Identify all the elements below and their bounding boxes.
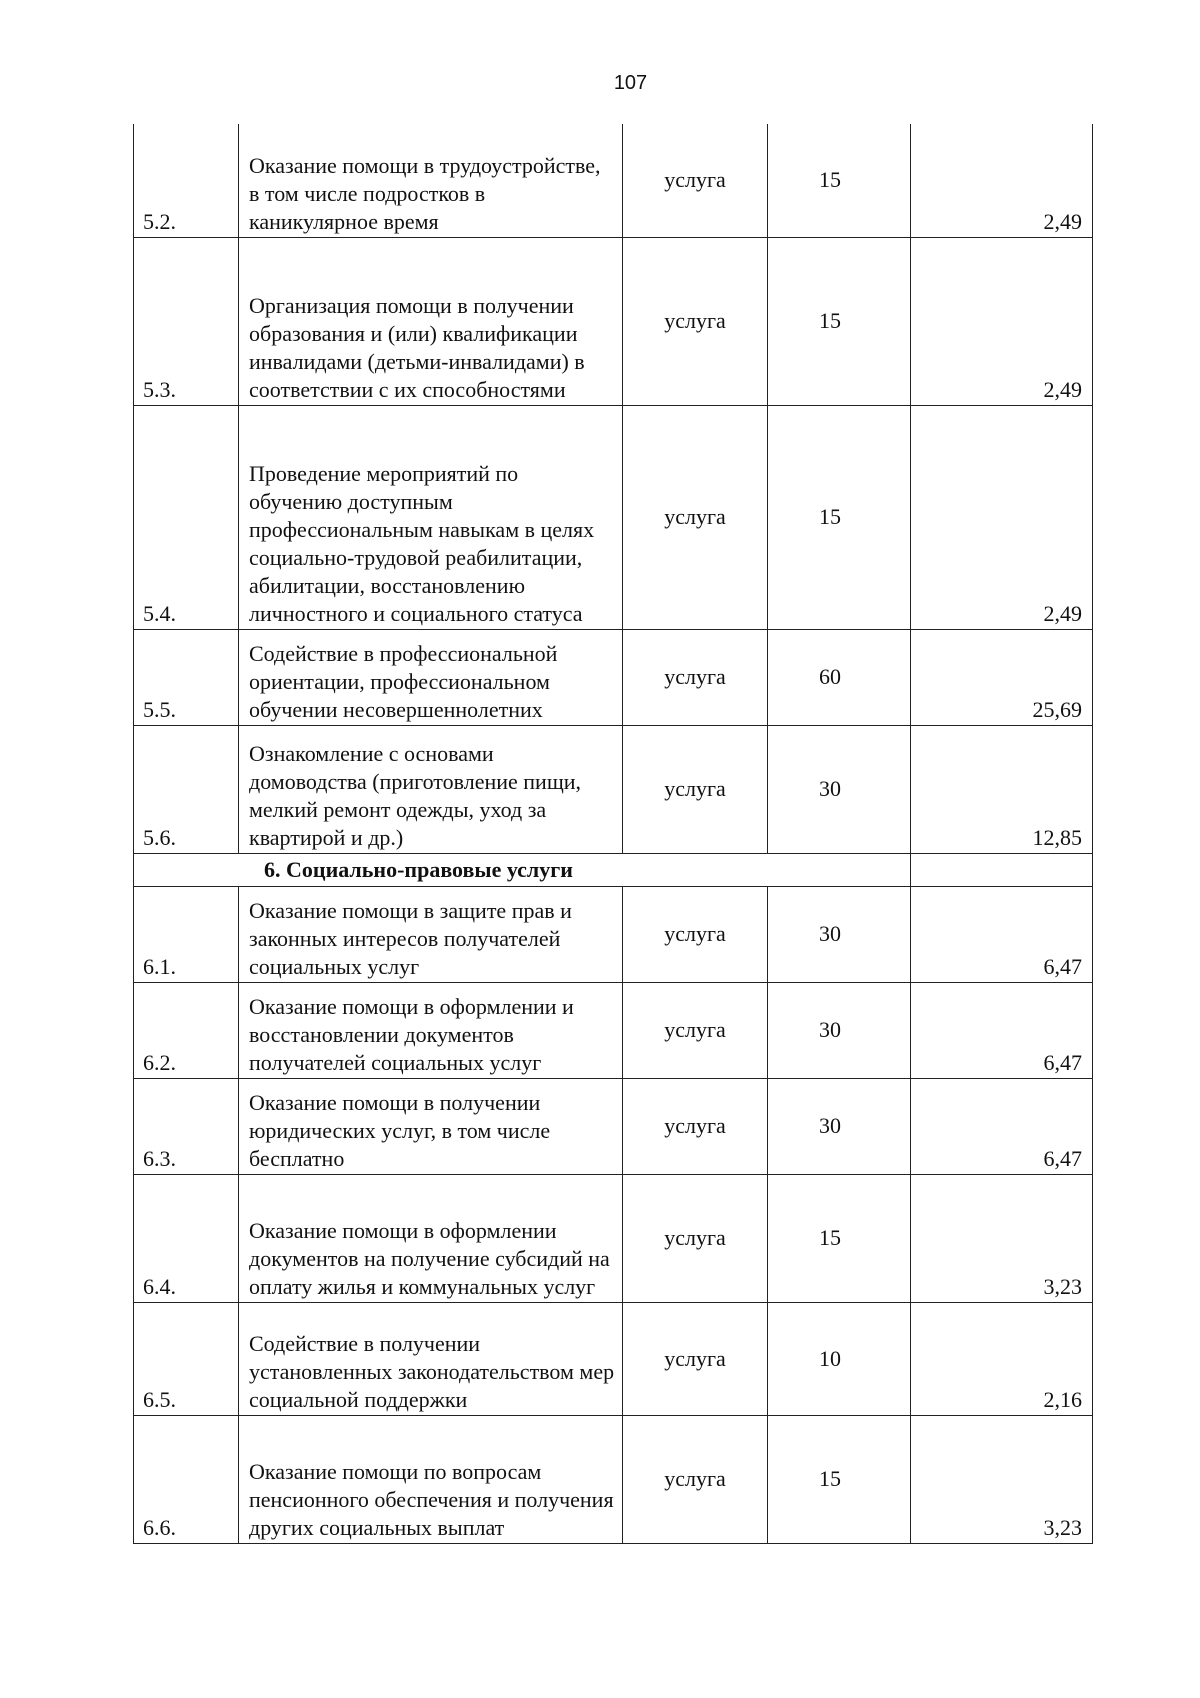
section-header-row <box>134 853 1093 886</box>
unit-cell: услуга <box>623 1415 768 1543</box>
price-cell: 6,47 <box>911 886 1093 982</box>
row-number: 6.3. <box>134 1078 239 1174</box>
unit-cell: услуга <box>623 237 768 405</box>
price-cell: 2,16 <box>911 1302 1093 1415</box>
quantity-value: 15 <box>819 1225 841 1250</box>
quantity-value: 10 <box>819 1345 841 1371</box>
table-row <box>134 124 1093 237</box>
price-cell: 2,49 <box>911 405 1093 629</box>
price-cell: 3,23 <box>911 1415 1093 1543</box>
table-row <box>134 1302 1093 1415</box>
quantity-value: 15 <box>819 308 841 333</box>
row-number: 5.2. <box>134 124 239 237</box>
quantity-value: 60 <box>819 664 841 689</box>
row-number: 6.4. <box>134 1174 239 1302</box>
row-number: 5.5. <box>134 629 239 725</box>
quantity-value: 30 <box>819 1113 841 1138</box>
quantity-value: 15 <box>819 167 841 193</box>
row-number: 6.2. <box>134 982 239 1078</box>
row-number: 5.4. <box>134 405 239 629</box>
quantity-value: 30 <box>819 1017 841 1042</box>
quantity-cell <box>768 982 911 1078</box>
table-row <box>134 629 1093 725</box>
quantity-cell <box>768 1415 911 1543</box>
quantity-cell <box>768 124 911 237</box>
price-cell: 25,69 <box>911 629 1093 725</box>
row-number: 6.6. <box>134 1415 239 1543</box>
table-row <box>134 1078 1093 1174</box>
price-cell: 6,47 <box>911 1078 1093 1174</box>
quantity-cell <box>768 237 911 405</box>
unit-cell: услуга <box>623 1302 768 1415</box>
table-row <box>134 237 1093 405</box>
unit-cell: услуга <box>623 1174 768 1302</box>
row-number: 6.1. <box>134 886 239 982</box>
unit-cell: услуга <box>623 629 768 725</box>
unit-cell: услуга <box>623 1078 768 1174</box>
unit-cell: услуга <box>623 982 768 1078</box>
price-cell: 3,23 <box>911 1174 1093 1302</box>
service-name: Оказание помощи в получении юридических услуг, в том числе бесплатно <box>239 1078 623 1174</box>
service-name: Организация помощи в получении образования и (или) квалификации инвалидами (детьми-инвалидами) в соответствии с их способностями <box>239 237 623 405</box>
quantity-value: 30 <box>819 921 841 946</box>
quantity-value: 30 <box>819 776 841 801</box>
row-number: 6.5. <box>134 1302 239 1415</box>
quantity-cell <box>768 1078 911 1174</box>
quantity-cell <box>768 405 911 629</box>
service-name: Оказание помощи по вопросам пенсионного обеспечения и получения других социальных выплат <box>239 1415 623 1543</box>
table-row <box>134 982 1093 1078</box>
page-number: 107 <box>613 72 648 94</box>
unit-cell: услуга <box>623 886 768 982</box>
price-cell: 2,49 <box>911 237 1093 405</box>
service-name: Оказание помощи в трудоустройстве, в том числе подростков в каникулярное время <box>239 124 623 237</box>
quantity-cell <box>768 629 911 725</box>
quantity-cell <box>768 886 911 982</box>
service-name: Содействие в профессиональной ориентации, профессиональном обучении несовершеннолетних <box>239 629 623 725</box>
price-cell: 2,49 <box>911 124 1093 237</box>
empty-cell <box>911 853 1093 886</box>
service-name: Ознакомление с основами домоводства (приготовление пищи, мелкий ремонт одежды, уход за квартирой и др.) <box>239 725 623 853</box>
quantity-cell <box>768 1302 911 1415</box>
unit-cell: услуга <box>623 405 768 629</box>
services-table <box>133 124 1093 1544</box>
service-name: Оказание помощи в защите прав и законных интересов получателей социальных услуг <box>239 886 623 982</box>
service-name: Оказание помощи в оформлении документов на получение субсидий на оплату жилья и коммунальных услуг <box>239 1174 623 1302</box>
table-row <box>134 405 1093 629</box>
table-row <box>134 886 1093 982</box>
quantity-cell <box>768 1174 911 1302</box>
unit-cell: услуга <box>623 124 768 237</box>
quantity-value: 15 <box>819 1466 841 1491</box>
table-row <box>134 1174 1093 1302</box>
row-number: 5.6. <box>134 725 239 853</box>
quantity-cell <box>768 725 911 853</box>
table-row <box>134 725 1093 853</box>
service-name: Содействие в получении установленных законодательством мер социальной поддержки <box>239 1302 623 1415</box>
unit-cell: услуга <box>623 725 768 853</box>
price-cell: 6,47 <box>911 982 1093 1078</box>
section-title: 6. Социально-правовые услуги <box>264 856 573 882</box>
price-cell: 12,85 <box>911 725 1093 853</box>
section-title-cell <box>134 853 911 886</box>
service-name: Оказание помощи в оформлении и восстановлении документов получателей социальных услуг <box>239 982 623 1078</box>
row-number: 5.3. <box>134 237 239 405</box>
quantity-value: 15 <box>819 504 841 529</box>
service-name: Проведение мероприятий по обучению доступным профессиональным навыкам в целях социально-трудовой реабилитации, абилитации, восстановлению личностного и социального статуса <box>239 405 623 629</box>
table-row <box>134 1415 1093 1543</box>
